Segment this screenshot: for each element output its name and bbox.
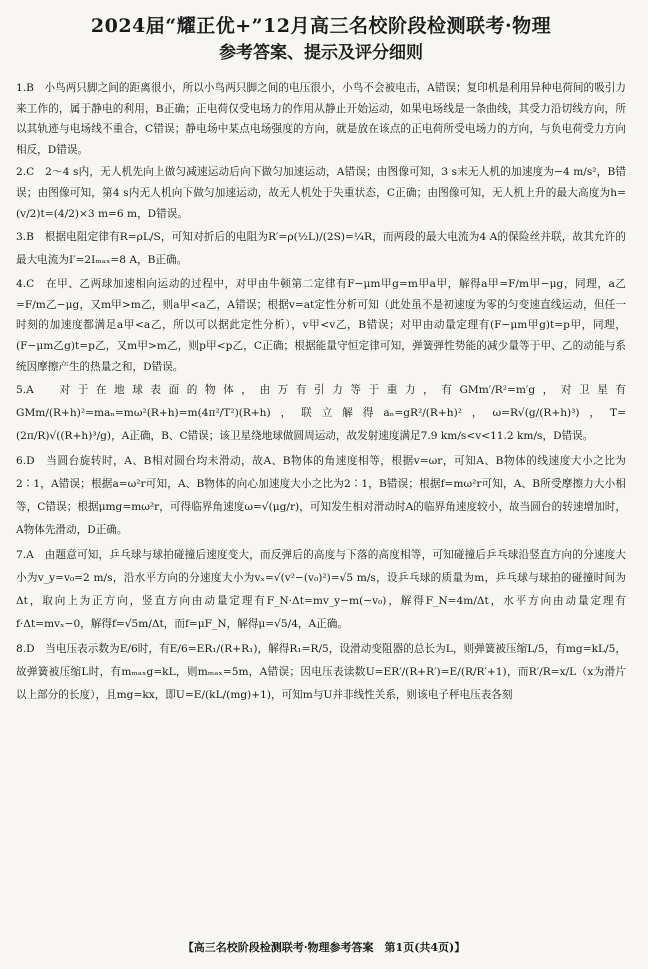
answer-item-8: 8.D 当电压表示数为E/6时，有E/6=ER₁/(R+R₁)，解得R₁=R/5，设滑动变阻器的总长为L，则弹簧被压缩L/5，有mg=kL/5，故弹簧被压缩L时，有mₘₐₓg=kL，则mₘₐₓ=5m，A错误；因电压表读数U=ER′/(R+R′)=E/(R/R′+1)，而R′/R=x/L（x为滑片以上部分的长度），且mg=kx，即U=E/(kL/(mg)+1)，可知m与U并非线性关系，则该电子秤电压表各刻: [16, 643, 626, 702]
answer-item-3: 3.B 根据电阻定律有R=ρL/S，可知对折后的电阻为R′=ρ(½L)/(2S)=¼R，而两段的最大电流为4 A的保险丝并联，故其允许的最大电流为I′=2Iₘₐₓ=8 A，B正确。: [16, 231, 626, 267]
answer-item-7: 7.A 由题意可知，乒乓球与球拍碰撞后速度变大，而反弹后的高度与下落的高度相等，可知碰撞后乒乓球沿竖直方向的分速度大小为v_y=v₀=2 m/s，沿水平方向的分速度大小为vₓ=√(v²−(v₀)²)=√5 m/s，设乒乓球的质量为m，乒乓球与球拍的碰撞时间为Δt，取向上为正方向，竖直方向由动量定理有F_N·Δt=mv_y−m(−v₀)，解得F_N=4m/Δt，水平方向由动量定理有f·Δt=mvₓ−0，解得f=√5m/Δt，而f=μF_N，解得μ=√5/4，A正确。: [16, 549, 626, 631]
answer-item-5: 5.A 对于在地球表面的物体，由万有引力等于重力，有GMm′/R²=m′g，对卫星有GMm/(R+h)²=maₙ=mω²(R+h)=m(4π²/T²)(R+h)，联立解得aₙ=gR²/(R+h)²，ω=R√(g/(R+h)³)，T=(2π/R)√((R+h)³/g)，A正确，B、C错误；该卫星绕地球做圆周运动，故发射速度满足7.9 km/s<v<11.2 km/s，D错误。: [16, 384, 626, 443]
page-subtitle: 参考答案、提示及评分细则: [219, 43, 423, 63]
page-title: 2024届“耀正优+”12月高三名校阶段检测联考·物理: [90, 15, 552, 37]
answer-item-2: 2.C 2～4 s内，无人机先向上做匀减速运动后向下做匀加速运动，A错误；由图像可知，3 s末无人机的加速度为−4 m/s²，B错误；由图像可知，第4 s内无人机向下做匀加速运动，故无人机处于失重状态，C正确；由图像可知，无人机上升的最大高度为h=(v/2)t=(4/2)×3 m=6 m，D错误。: [16, 166, 626, 220]
answer-item-1: 1.B 小鸟两只脚之间的距离很小，所以小鸟两只脚之间的电压很小，小鸟不会被电击，A错误；复印机是利用异种电荷间的吸引力来工作的，属于静电的利用，B正确；正电荷仅受电场力的作用从静止开始运动，如果电场线是一条曲线，其受力沿切线方向，所以其轨迹与电场线不重合，C错误；静电场中某点电场强度的方向，就是放在该点的正电荷所受电场力的方向，与负电荷受力方向相反，D错误。: [16, 82, 626, 156]
page-footer: 【高三名校阶段检测联考·物理参考答案 第1页(共4页)】: [182, 941, 466, 954]
answer-item-4: 4.C 在甲、乙两球加速相向运动的过程中，对甲由牛顿第二定律有F−μm甲g=m甲a甲，解得a甲=F/m甲−μg，同理，a乙=F/m乙−μg，又m甲>m乙，则a甲<a乙，A错误；根据v=at定性分析可知（此处虽不是初速度为零的匀变速直线运动，但任一时刻的加速度都满足a甲<a乙，所以可以据此定性分析），v甲<v乙，B错误；对甲由动量定理有(F−μm甲g)t=p甲，同理，(F−μm乙g)t=p乙，又m甲>m乙，则p甲<p乙，C正确；根据能量守恒定律可知，弹簧弹性势能的减少量等于甲、乙的动能与系统因摩擦产生的热量之和，D错误。: [16, 278, 626, 373]
answer-list: [16, 78, 626, 707]
answer-item-6: 6.D 当圆台旋转时，A、B相对圆台均未滑动，故A、B物体的角速度相等，根据v=ωr，可知A、B物体的线速度大小之比为2∶1，A错误；根据a=ω²r可知，A、B物体的向心加速度大小之比为2∶1，B错误；根据f=mω²r可知，A、B所受摩擦力大小相等，C错误；根据μmg=mω²r，可得临界角速度ω=√(μg/r)，可知发生相对滑动时A的临界角速度较小，故当圆台的转速增加时，A物体先滑动，D正确。: [16, 455, 626, 537]
